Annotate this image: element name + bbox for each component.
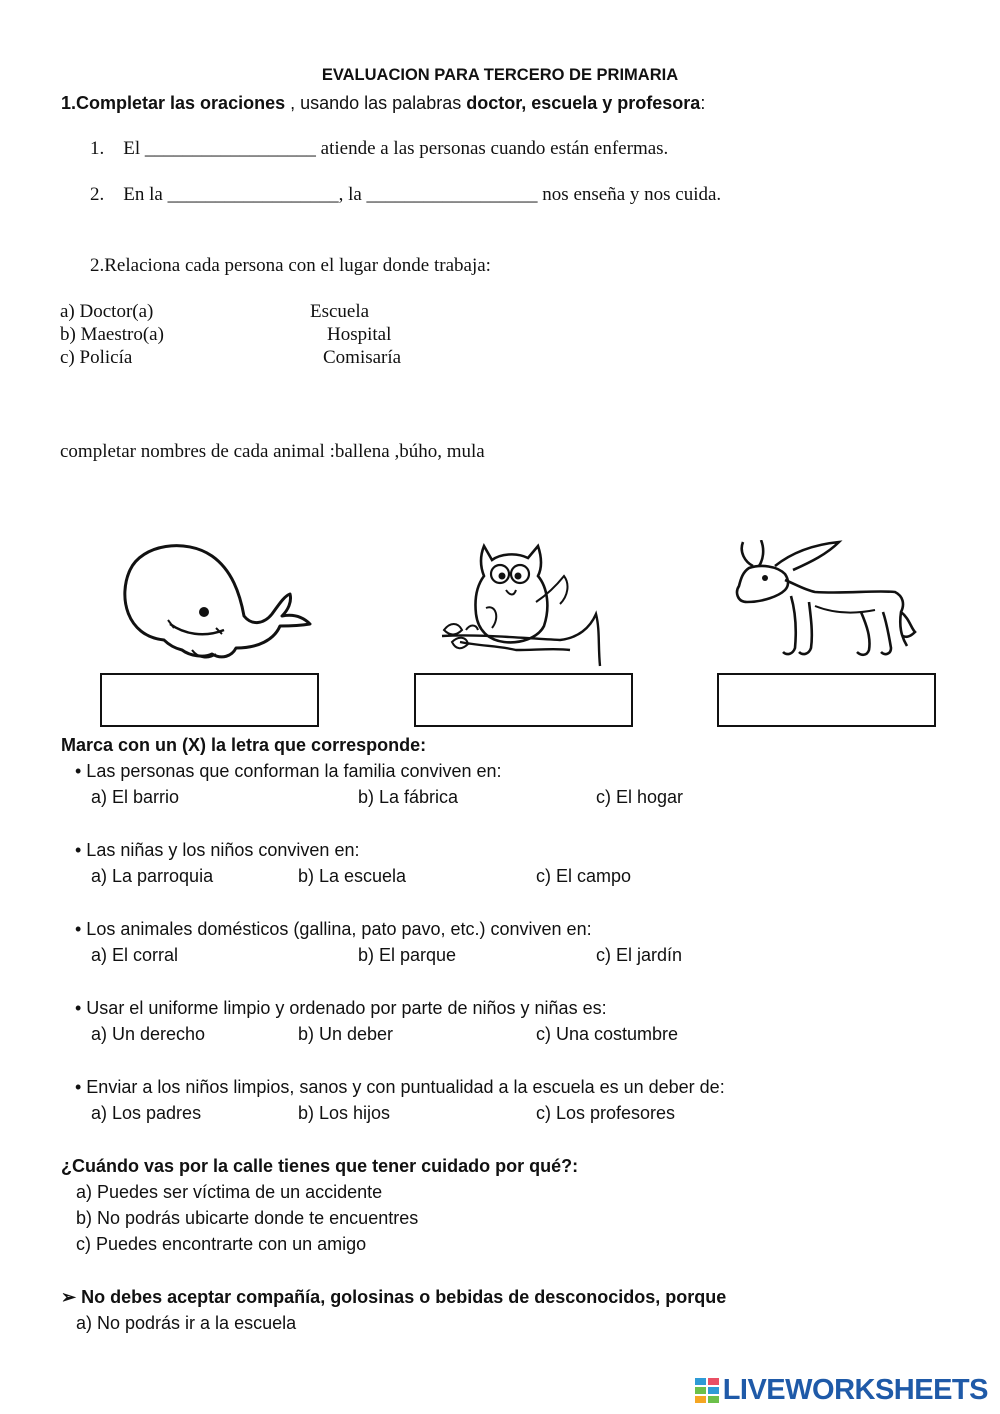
q4-q3-option-c[interactable]: c) El jardín [596, 945, 683, 965]
q2-heading: 2.Relaciona cada persona con el lugar donde trabaja: [90, 255, 491, 276]
liveworksheets-logo-icon [695, 1378, 719, 1404]
q1-item2-number: 2. [90, 184, 105, 205]
q4-q4-option-a[interactable]: a) Un derecho [91, 1024, 206, 1044]
q4-question-4: • Usar el uniforme limpio y ordenado por parte de niños y niñas es: [75, 998, 607, 1018]
q1-item2-mid: , la [338, 184, 362, 205]
q5-heading: ¿Cuándo vas por la calle tienes que tener cuidado por qué?: [61, 1156, 579, 1176]
q2-place-1: Escuela [310, 301, 370, 322]
q4-q5-option-c[interactable]: c) Los profesores [536, 1103, 676, 1123]
owl-answer-box[interactable] [414, 673, 633, 727]
q4-question-5: • Enviar a los niños limpios, sanos y con puntualidad a la escuela es un deber de: [75, 1077, 725, 1097]
q4-q2-option-b[interactable]: b) La escuela [298, 866, 407, 886]
q5-option-a[interactable]: a) Puedes ser víctima de un accidente [76, 1182, 383, 1202]
liveworksheets-logo [695, 1374, 988, 1407]
whale-answer-box[interactable] [100, 673, 319, 727]
q4-q2-option-c[interactable]: c) El campo [536, 866, 632, 886]
q2-person-1: a) Doctor(a) [60, 301, 154, 322]
q1-item1-start: El [123, 138, 141, 159]
q1-sentence-2 [90, 184, 721, 206]
q4-q5-option-a[interactable]: a) Los padres [91, 1103, 202, 1123]
q4-question-2: • Las niñas y los niños conviven en: [75, 840, 360, 860]
page-title: EVALUACION PARA TERCERO DE PRIMARIA [321, 66, 679, 84]
q4-heading: Marca con un (X) la letra que corresponde: [61, 735, 427, 755]
q4-q1-option-c[interactable]: c) El hogar [596, 787, 684, 807]
q4-q4-option-b[interactable]: b) Un deber [298, 1024, 394, 1044]
arrow-bullet-icon: ➢ [61, 1287, 77, 1307]
q1-lead-mid: , usando las palabras [285, 93, 467, 113]
q1-lead: 1.Completar las oraciones [61, 93, 286, 113]
q4-question-3: • Los animales domésticos (gallina, pato pavo, etc.) conviven en: [75, 919, 592, 939]
q1-lead-end: : [700, 93, 706, 113]
q2-person-2: b) Maestro(a) [60, 324, 164, 345]
q1-sentence-1 [90, 138, 668, 160]
whale-illustration [112, 540, 322, 670]
q6-option-a[interactable]: a) No podrás ir a la escuela [76, 1313, 297, 1333]
q1-item2-end: nos enseña y nos cuida. [542, 184, 722, 205]
q4-q1-option-b[interactable]: b) La fábrica [358, 787, 459, 807]
q1-instruction [61, 93, 705, 114]
q6-heading: No debes aceptar compañía, golosinas o bebidas de desconocidos, porque [81, 1287, 727, 1307]
q4-q4-option-c[interactable]: c) Una costumbre [536, 1024, 679, 1044]
q5-option-c[interactable]: c) Puedes encontrarte con un amigo [76, 1234, 367, 1254]
q1-item2-blank-2[interactable]: __________________ [366, 184, 538, 205]
q1-item1-blank[interactable]: __________________ [144, 138, 316, 159]
q1-item1-end: atiende a las personas cuando están enfermas. [320, 138, 669, 159]
q2-person-3: c) Policía [60, 347, 133, 368]
q4-q2-option-a[interactable]: a) La parroquia [91, 866, 214, 886]
q2-place-2: Hospital [327, 324, 392, 345]
donkey-answer-box[interactable] [717, 673, 936, 727]
q5-option-b[interactable]: b) No podrás ubicarte donde te encuentres [76, 1208, 419, 1228]
q1-item1-number: 1. [90, 138, 105, 159]
q1-item2-blank-1[interactable]: __________________ [167, 184, 339, 205]
q4-question-1: • Las personas que conforman la familia conviven en: [75, 761, 502, 781]
q1-words: doctor, escuela y profesora [466, 93, 701, 113]
q1-item2-start: En la [123, 184, 163, 205]
q4-q5-option-b[interactable]: b) Los hijos [298, 1103, 391, 1123]
liveworksheets-logo-text: LIVEWORKSHEETS [722, 1374, 988, 1406]
q4-q3-option-a[interactable]: a) El corral [91, 945, 179, 965]
donkey-illustration [735, 540, 920, 670]
owl-illustration [440, 538, 605, 673]
q3-heading: completar nombres de cada animal :ballena ,búho, mula [60, 441, 485, 462]
q4-q3-option-b[interactable]: b) El parque [358, 945, 457, 965]
q4-q1-option-a[interactable]: a) El barrio [91, 787, 180, 807]
q2-place-3: Comisaría [323, 347, 402, 368]
q6-heading-line [61, 1287, 726, 1308]
